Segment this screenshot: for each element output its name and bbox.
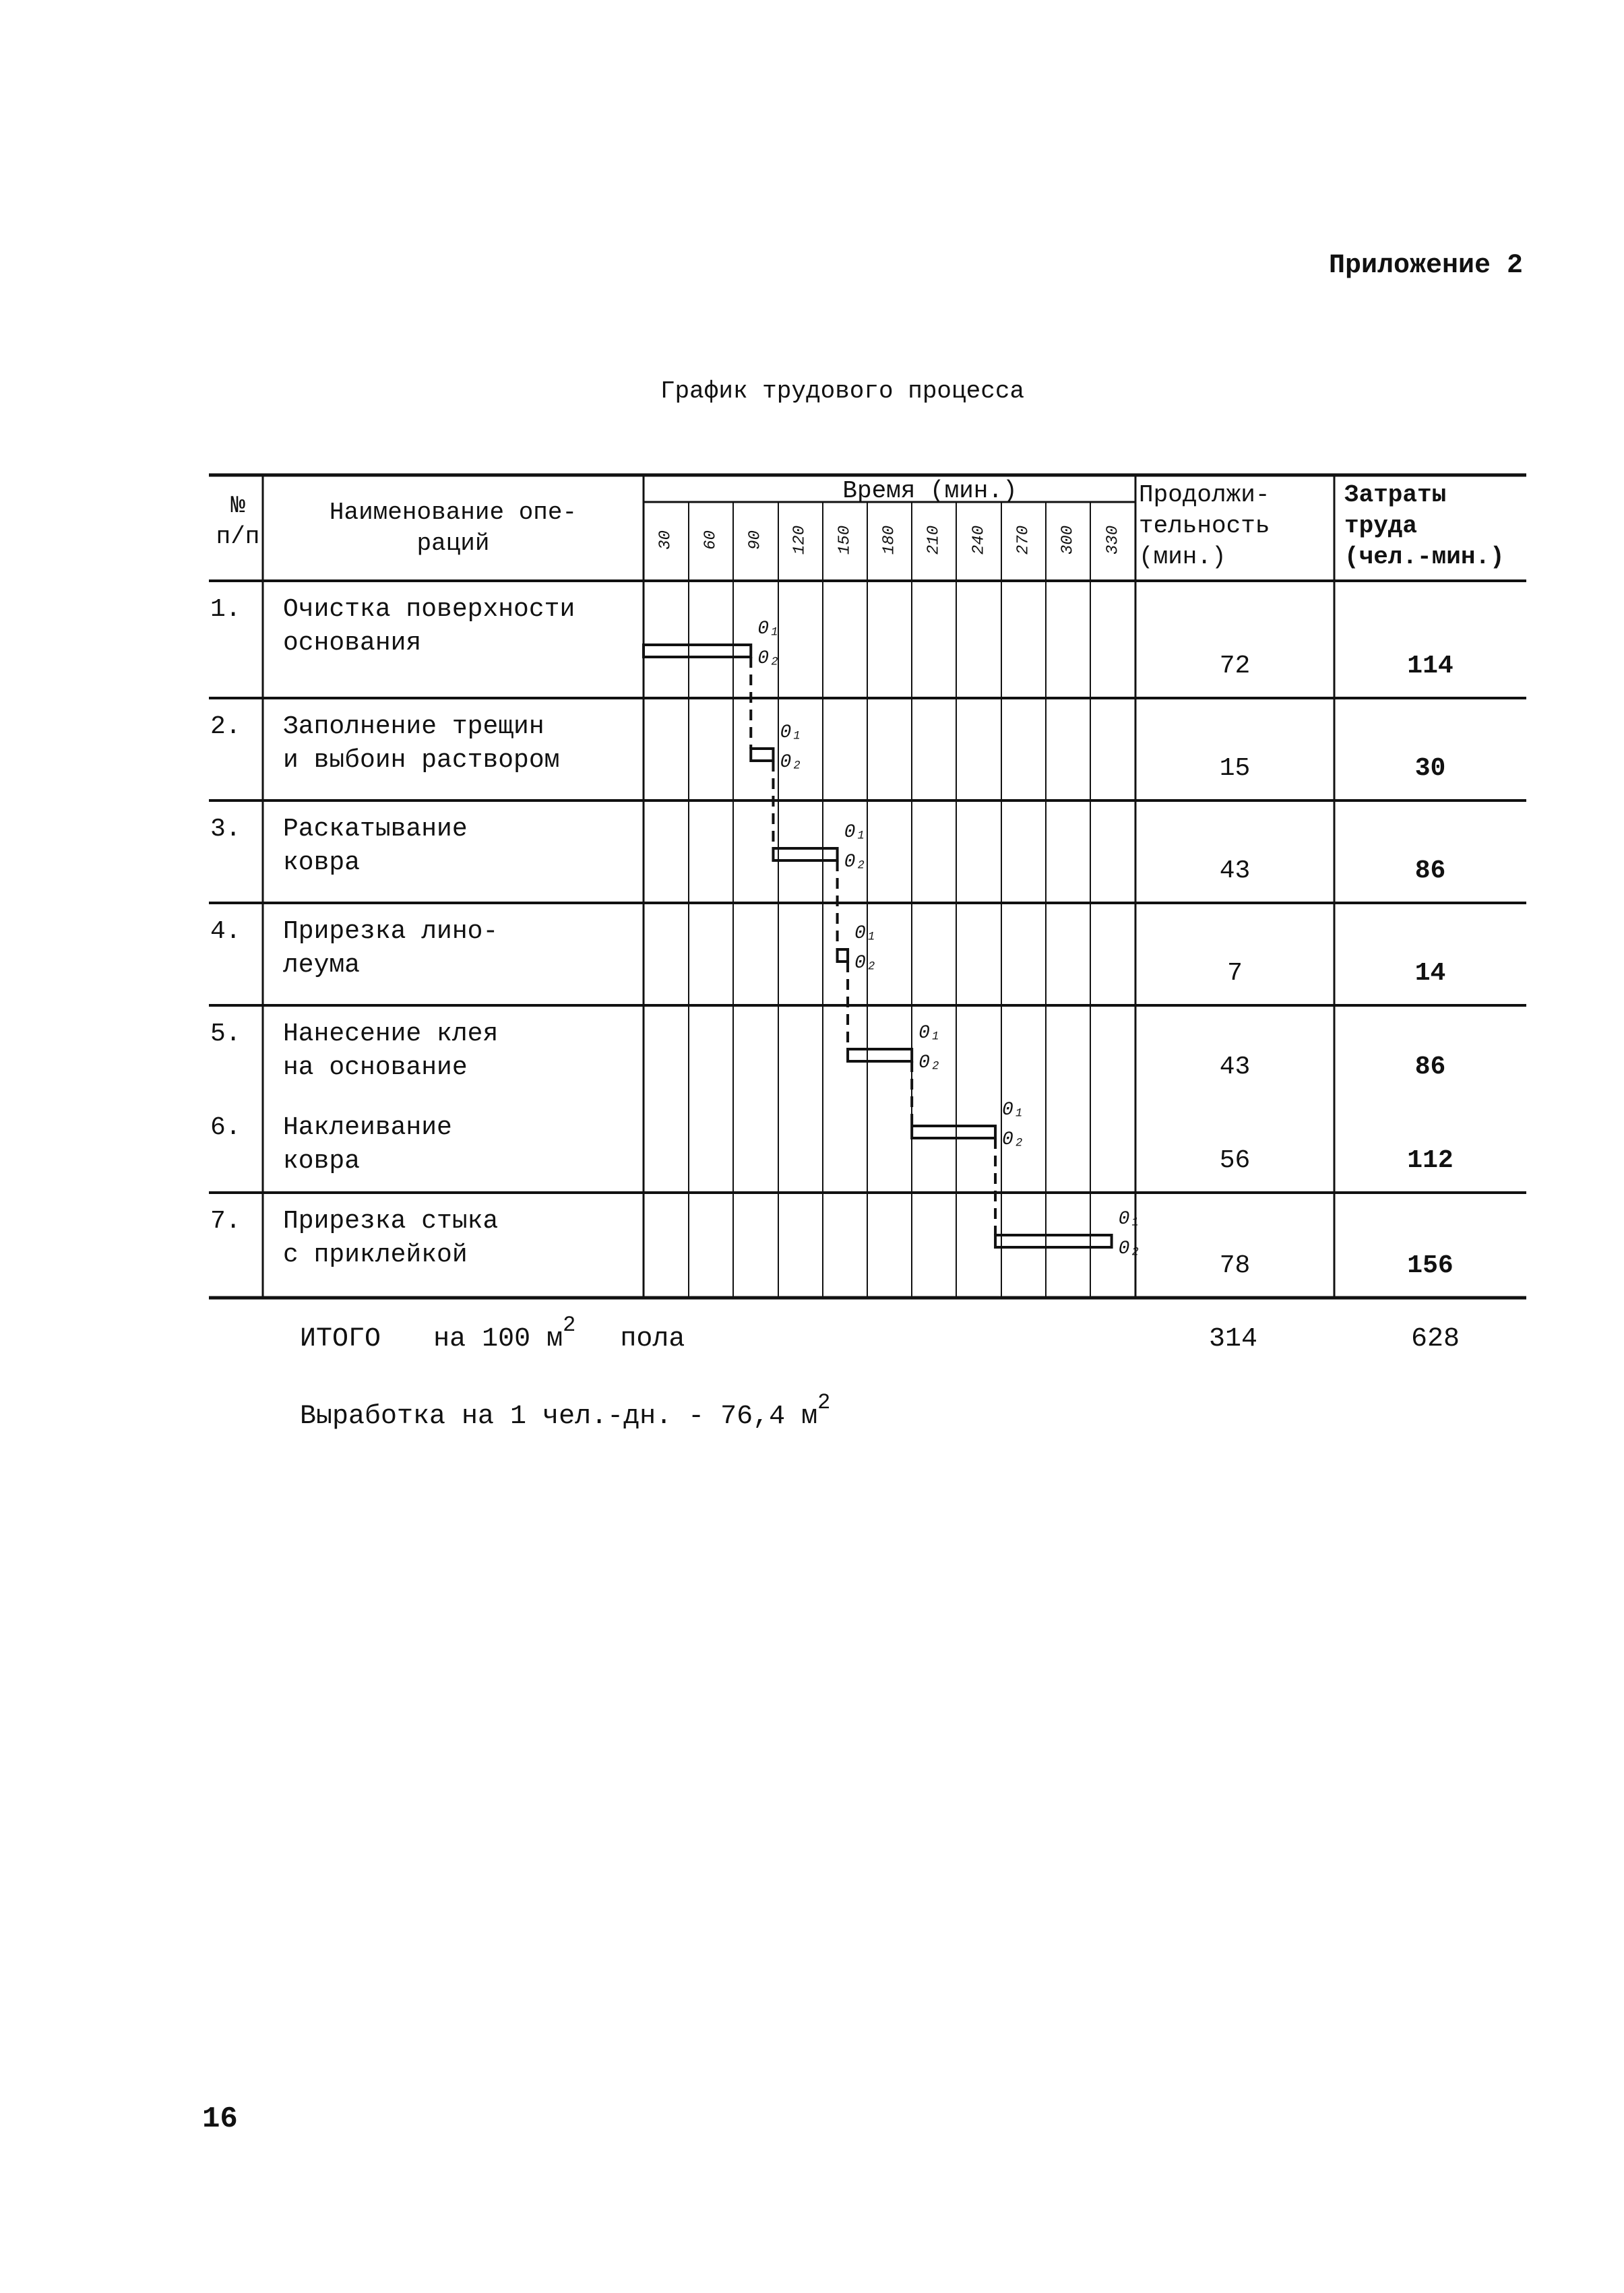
labor-value: 86 [1414,856,1446,885]
header-labor: Затраты труда (чел.-мин.) [1344,481,1505,571]
duration-value: 56 [1219,1146,1251,1175]
worker-label: 0₂ [757,648,780,669]
operation-name [283,593,640,660]
header-time: Время (мин.) [842,477,1018,505]
gantt-bar [838,949,848,962]
operation-name-line: леума [283,951,361,980]
total-label: ИТОГО [300,1324,381,1354]
time-tick-label: 210 [925,525,943,555]
header-duration: Продолжи- тельность (мин.) [1139,481,1270,571]
labor-value: 30 [1414,754,1446,783]
gantt-bar [995,1235,1112,1247]
time-tick-label: 300 [1059,525,1078,555]
labor-value: 14 [1414,959,1446,988]
output-sup: 2 [817,1390,831,1415]
worker-label: 0₂ [780,752,803,773]
operation-name [283,1111,640,1179]
operation-name-line: Прирезка лино- [283,917,499,946]
worker-label: 0₂ [854,953,877,974]
time-tick-label: 30 [656,530,675,550]
labor-value: 114 [1407,652,1454,681]
worker-label: 0₂ [1118,1238,1142,1259]
worker-label: 0₁ [918,1023,941,1044]
total-suffix: пола [620,1324,685,1354]
gantt-bar [912,1126,995,1138]
total-sup: 2 [563,1313,576,1338]
worker-label: 0₁ [844,822,867,843]
operation-name-line: Очистка поверхности [283,595,575,624]
row-number: 7. [210,1207,241,1236]
worker-label: 0₁ [757,619,780,639]
operation-name-line: ковра [283,1147,361,1176]
row-number: 5. [210,1019,241,1048]
worker-label: 0₁ [1118,1209,1142,1230]
labor-value: 86 [1414,1053,1446,1081]
worker-label: 0₂ [844,852,867,873]
operation-name-line: Нанесение клея [283,1019,499,1048]
time-tick-label: 120 [790,525,809,555]
time-tick-label: 240 [970,525,989,555]
page-number: 16 [202,2102,238,2136]
labor-value: 112 [1407,1146,1454,1175]
time-tick-label: 90 [746,530,765,550]
operation-name [283,813,640,880]
total-text: на 100 м [433,1324,563,1354]
operation-name-line: Заполнение трещин [283,712,544,741]
operation-name-line: с приклейкой [283,1240,468,1269]
gantt-bar [848,1049,912,1061]
operation-name-line: на основание [283,1053,468,1082]
header-no: № п/п [216,492,260,551]
operation-name-line: ковра [283,848,361,877]
operation-name-line: Раскатывание [283,815,468,844]
gantt-bar [773,848,837,860]
total-line [300,1313,1108,1354]
time-tick-label: 330 [1104,525,1123,555]
labor-value: 156 [1407,1251,1454,1280]
duration-value: 43 [1219,856,1251,885]
duration-value: 43 [1219,1053,1251,1081]
row-number: 3. [210,815,241,844]
row-number: 6. [210,1113,241,1142]
row-number: 1. [210,595,241,624]
worker-label: 0₁ [854,923,877,944]
time-tick-label: 180 [880,525,899,555]
appendix-label: Приложение 2 [1328,251,1523,281]
worker-label: 0₂ [918,1053,941,1073]
duration-value: 15 [1219,754,1251,783]
duration-value: 7 [1227,959,1243,988]
duration-value: 78 [1219,1251,1251,1280]
worker-label: 0₂ [1002,1129,1025,1150]
row-number: 4. [210,917,241,946]
gantt-bar [644,645,751,657]
gantt-bar [751,749,773,761]
total-labor: 628 [1410,1324,1460,1354]
time-tick-label: 60 [701,530,720,550]
operation-name [283,1017,640,1085]
operation-name-line: и выбоин раствором [283,746,560,775]
operation-name [283,1205,640,1272]
time-tick-label: 270 [1014,525,1033,555]
operation-name-line: основания [283,629,422,658]
output-text: Выработка на 1 чел.-дн. - 76,4 м [300,1402,818,1432]
operation-name [283,710,640,778]
row-number: 2. [210,712,241,741]
time-tick-label: 150 [836,525,854,555]
output-line [300,1390,1176,1432]
operation-name-line: Наклеивание [283,1113,452,1142]
worker-label: 0₁ [780,722,803,743]
operation-name [283,915,640,982]
document-title: График трудового процесса [660,377,1025,405]
duration-value: 72 [1219,652,1251,681]
header-name: Наименование опе- раций [329,499,577,557]
operation-name-line: Прирезка стыка [283,1207,499,1236]
worker-label: 0₁ [1002,1100,1025,1121]
total-duration: 314 [1208,1324,1257,1354]
